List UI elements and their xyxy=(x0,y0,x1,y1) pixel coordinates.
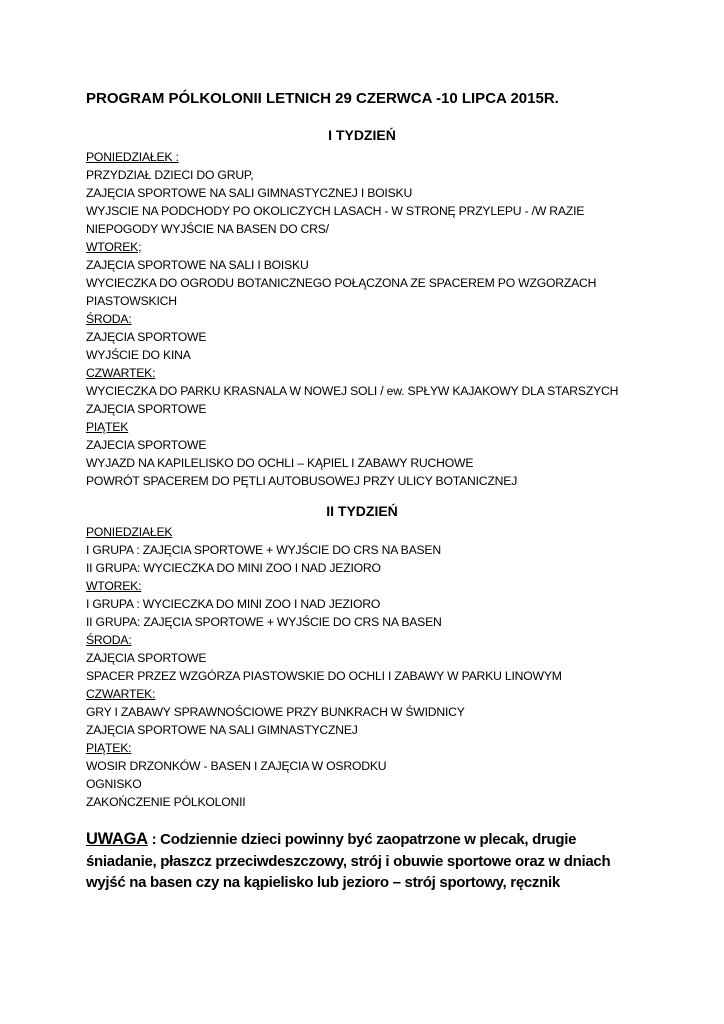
day-heading: ŚRODA: xyxy=(86,633,132,647)
week2-heading: II TYDZIEŃ xyxy=(326,503,398,519)
activity-line: ZAJECIA SPORTOWE xyxy=(86,438,207,452)
week1-schedule xyxy=(86,148,646,490)
notice-line xyxy=(86,829,646,851)
activity-line: WYCIECZKA DO OGRODU BOTANICZNEGO POŁĄCZONA ZE SPACEREM PO WZGORZACH xyxy=(86,276,597,290)
day-heading: WTOREK; xyxy=(86,240,142,254)
day-heading: ŚRODA: xyxy=(86,312,132,326)
activity-line: ZAKOŃCZENIE PÓLKOLONII xyxy=(86,795,246,809)
activity-line: GRY I ZABAWY SPRAWNOŚCIOWE PRZY BUNKRACH W ŚWIDNICY xyxy=(86,705,465,719)
activity-line: I GRUPA : ZAJĘCIA SPORTOWE + WYJŚCIE DO CRS NA BASEN xyxy=(86,543,441,557)
activity-line: ZAJĘCIA SPORTOWE NA SALI GIMNASTYCZNEJ xyxy=(86,723,358,737)
notice-label: UWAGA xyxy=(86,830,148,848)
notice-line: wyjść na basen czy na kąpielisko lub jezioro – strój sportowy, ręcznik xyxy=(86,874,560,891)
activity-line: WYCIECZKA DO PARKU KRASNALA W NOWEJ SOLI / ew. SPŁYW KAJAKOWY DLA STARSZYCH xyxy=(86,384,619,398)
activity-line: POWRÓT SPACEREM DO PĘTLI AUTOBUSOWEJ PRZY ULICY BOTANICZNEJ xyxy=(86,474,518,488)
activity-line: PIASTOWSKICH xyxy=(86,294,177,308)
activity-line: II GRUPA: WYCIECZKA DO MINI ZOO I NAD JEZIORO xyxy=(86,561,381,575)
activity-line: ZAJĘCIA SPORTOWE xyxy=(86,651,207,665)
activity-line: ZAJĘCIA SPORTOWE NA SALI I BOISKU xyxy=(86,258,309,272)
day-heading: PONIEDZIAŁEK : xyxy=(86,150,179,164)
day-heading: CZWARTEK: xyxy=(86,366,156,380)
day-heading: PIĄTEK xyxy=(86,420,129,434)
day-heading: WTOREK: xyxy=(86,579,142,593)
activity-line: ZAJĘCIA SPORTOWE xyxy=(86,330,207,344)
activity-line: NIEPOGODY WYJŚCIE NA BASEN DO CRS/ xyxy=(86,222,329,236)
activity-line: WOSIR DRZONKÓW - BASEN I ZAJĘCIA W OSRODKU xyxy=(86,759,387,773)
day-heading: PONIEDZIAŁEK xyxy=(86,525,173,539)
activity-line: OGNISKO xyxy=(86,777,142,791)
notice-block xyxy=(86,829,646,894)
day-heading: CZWARTEK: xyxy=(86,687,156,701)
notice-text: : Codziennie dzieci powinny być zaopatrzone w plecak, drugie xyxy=(147,831,577,848)
notice-line: śniadanie, płaszcz przeciwdeszczowy, strój i obuwie sportowe oraz w dniach xyxy=(86,852,611,870)
activity-line: ZAJĘCIA SPORTOWE xyxy=(86,402,207,416)
activity-line: ZAJĘCIA SPORTOWE NA SALI GIMNASTYCZNEJ I BOISKU xyxy=(86,186,413,200)
week2-schedule xyxy=(86,523,646,811)
activity-line: SPACER PRZEZ WZGÓRZA PIASTOWSKIE DO OCHLI I ZABAWY W PARKU LINOWYM xyxy=(86,669,562,683)
week1-heading: I TYDZIEŃ xyxy=(328,127,396,143)
activity-line: PRZYDZIAŁ DZIECI DO GRUP, xyxy=(86,168,254,182)
activity-line: WYJAZD NA KAPILELISKO DO OCHLI – KĄPIEL I ZABAWY RUCHOWE xyxy=(86,456,474,470)
activity-line: I GRUPA : WYCIECZKA DO MINI ZOO I NAD JEZIORO xyxy=(86,597,381,611)
day-heading: PIĄTEK: xyxy=(86,741,132,755)
activity-line: WYJŚCIE DO KINA xyxy=(86,348,191,362)
activity-line: II GRUPA: ZAJĘCIA SPORTOWE + WYJŚCIE DO CRS NA BASEN xyxy=(86,615,442,629)
activity-line: WYJSCIE NA PODCHODY PO OKOLICZYCH LASACH - W STRONĘ PRZYLEPU - /W RAZIE xyxy=(86,204,585,218)
document-title: PROGRAM PÓLKOLONII LETNICH 29 CZERWCA -10 LIPCA 2015R. xyxy=(86,90,559,107)
